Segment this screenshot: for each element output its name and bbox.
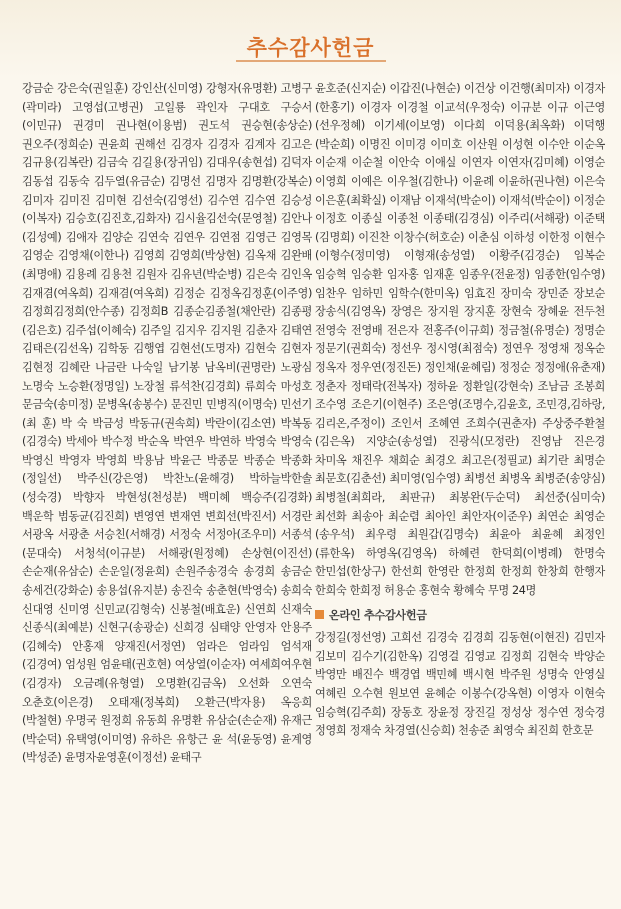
- donor-list-left: [22, 80, 312, 768]
- donor-text-left: 강금순 강은숙(권일훈) 강인산(신미영) 강형자(유명환) 고병구(곽미라) 고영섭(고병권) 고일룡 곽인자 구대호 구승서(이민규) 권경미 권나현(이용범) 권도석 권승현(송상순) 권오주(정희순) 권윤희 권해선 김경자 김경자 김계자 김고은 김규용(김복란) 김금숙 김길용(장귀임) 김대우(송현섭) 김덕자 김동섭 김동숙 김두열(유금순) 김명선 김명자 김명환(강복순) 김미자 김미진 김미현 김선숙(김영선) 김수연 김수연 김승성(이복자) 김승호(김진호,김화자) 김시율김선숙(문영철) 김안나(김성예) 김애자 김양순 김연숙 김연우 김연점 김영근 김영목 김영순 김영채(이한나) 김영희 김영희(박상현) 김옥채 김완배(최명애) 김용례 김용천 김원자 김유년(박순병) 김은숙 김인옥 김재겸(여옥희) 김재겸(여옥희) 김정순 김정옥김정훈(이주영) 김정희김정희(안수종) 김정희B 김종순김종철(채안란) 김종평(김은호) 김주섭(이혜숙) 김주일 김지우 김지원 김춘자 김태연 김태은(김선옥) 김학동 김행엽 김현선(도명자) 김현숙 김현자 김현정 김혜란 나금란 나숙일 남기봉 남옥비(권명란) 노광심 노명숙 노승환(정명일) 노장철 류석찬(김경희) 류희숙 마성호 문금숙(송미정) 문병옥(송봉수) 문진민 민병직(이명숙) 민선기(최 훈) 박 숙 박금성 박동규(권속희) 박란이(김소연) 박복동(김경숙) 박세아 박수정 박순옥 박연우 박연하 박영숙 박영숙 박영신 박영자 박영희 박용남 박윤근 박종문 박종순 박종화(정일선) 박주신(강은영) 박찬노(윤해경) 박하늘박한솔(성숙경) 박향자 박현성(천성분) 백미혜 백승주(김경화) 백운학 범동균(김진희) 변영연 변재연 변희선(박진서) 서경란 서광옥 서광춘 서승친(서해경) 서정숙 서정아(조우미) 서종석(문대숙) 서청석(이규분) 서해광(원정혜) 손상현(이진선) 손순재(유삼순) 손운일(정윤희) 손원주송경숙 송경희 송금순 송세건(강화순) 송용섭(유지분) 송진숙 송춘현(박영숙) 송희숙 신대영 신미영 신민교(김형숙) 신봉철(배효운) 신연희 신재숙 신종식(최예분) 신현구(송광순) 신희경 심태양 안영자 안용주(김혜숙) 안홍재 양재진(서정연) 엄라은 엄라임 엄석재(김경여) 엄성원 엄윤태(권호현) 여상열(이순자) 여세희여우현(김경자) 오금례(유형열) 오명환(김금옥) 오선화 오연숙 오춘호(이은경) 오태재(정복희) 오환근(박자용) 옥응희(박철현) 우명국 원정희 유동희 유명환 유삼순(손순재) 유재근(박순덕) 유택영(이미영) 유하은 유항근 윤 석(윤동영) 윤계영(박성준) 윤명자윤영훈(이정선) 윤태구: [22, 82, 312, 765]
- bullet-square-icon: [315, 610, 324, 619]
- online-heading-label: 온라인 추수감사헌금: [329, 608, 427, 622]
- donor-text-online: 강정길(정선영) 고희선 김경숙 김경희 김동현(이현진) 김민자 김보미 김수기(김한옥) 김영걸 김영교 김정희 김현숙 박양순 박영만 배진수 백경엽 백민혜 백시현 박주원 성명숙 안영실 여혜린 오수현 원보연 윤혜순 이봉수(강옥현) 이영자 이현숙 임승혁(김주희) 장동호 장윤정 장진길 정성상 정수연 정숙경 정영희 정재숙 차경열(신승희) 천송준 최영숙 최진희 한호문: [315, 631, 605, 738]
- page-title: 추수감사헌금: [246, 36, 375, 60]
- donor-text-right: 윤호준(신지순) 이갑진(나현순) 이건상 이건행(최미자) 이경자(한홍기) 이경자 이경철 이교석(우정숙) 이규분 이규 이근영(선우정혜) 이기세(이보영) 이다희 이덕용(최옥화) 이덕행(박순희) 이명진 이미경 이미호 이산원 이성현 이수안 이순옥 이순재 이순철 이안숙 이애실 이연자 이연자(김미혜) 이영순 이영희 이예은 이우철(김한나) 이윤례 이윤하(권나현) 이은숙 이은훈(최확실) 이재남 이재석(박순이) 이재석(박순이) 이정순 이정호 이종실 이종천 이종태(김경심) 이주리(서해광) 이준택(김명희) 이진찬 이창수(허호순) 이춘심 이하성 이한정 이현수(이형수(정미영) 이형재(송성열) 이황주(김경순) 임복순 임승혁 임승환 임자홍 임재훈 임종우(전윤정) 임종한(임수영) 임찬우 임하민 임학수(한미옥) 임효진 장미숙 장민준 장보순 장송식(김영옥) 장영은 장지원 장지훈 장현숙 장혜윤 전두천 전영숙 전영배 전은자 전홍주(이규희) 정금철(유명순) 정명순 정문기(권희숙) 정선우 정시영(최점숙) 정연우 정영채 정옥순 정옥자 정우연(정진돈) 정인채(윤혜림) 정정순 정정애(유춘재) 정춘자 정태락(전복자) 정하윤 정환일(강현숙) 조남금 조봉희 조수영 조은기(이현주) 조은영(조명수,김윤호, 조민경,김하랑,김리온,주정이) 조인서 조혜연 조희수(권춘자) 주상중주환철(김은옥) 지양순(송성열) 진광식(모정란) 진영남 진은경 차미옥 채진우 채희순 최경오 최고은(정필교) 최기란 최명순 최문호(김춘선) 최미영(임수영) 최병선 최병옥 최병준(송양심) 최병철(최희라, 최판규) 최봉완(두순덕) 최선중(심미숙) 최선화 최송아 최순렴 최아인 최안자(이준우) 최연순 최영순(송우석) 최우령 최원갑(김명숙) 최윤아 최윤혜 최정인(류한옥) 하영옥(김영옥) 하혜련 한덕희(이병례) 한명숙 한민섭(한상구) 한선희 한영란 한정희 한정희 한창희 한행자 한희숙 한희정 허용순 홍현숙 황혜숙 무명 24명: [315, 82, 605, 598]
- online-section-heading: [315, 607, 605, 626]
- title-divider: [236, 60, 386, 62]
- donor-list-right: [315, 80, 605, 741]
